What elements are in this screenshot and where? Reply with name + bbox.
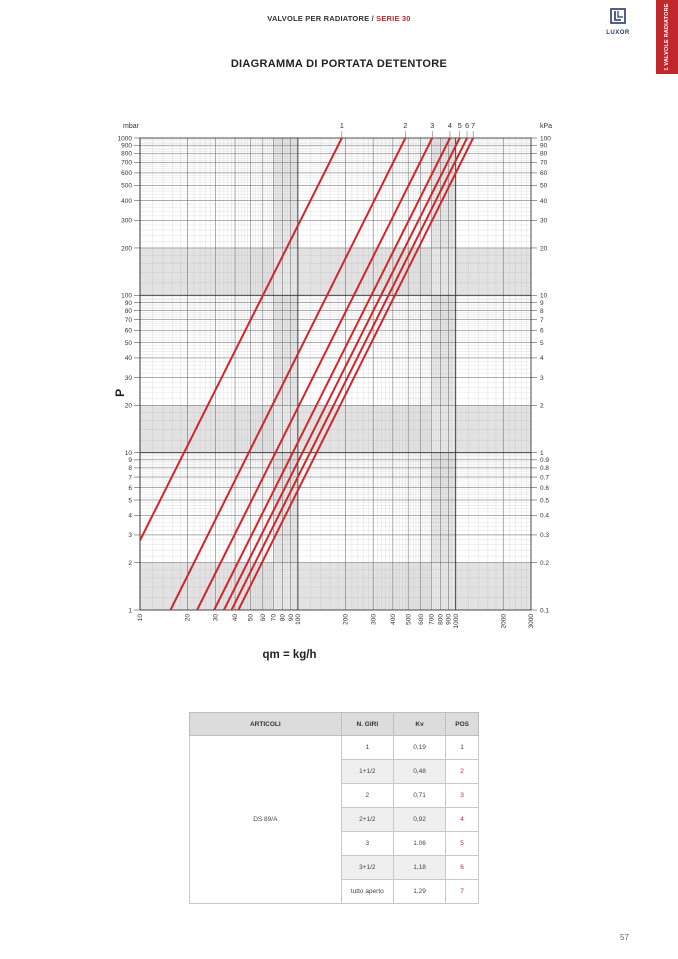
y-tick-label-right: 50 [540, 182, 548, 190]
pos-cell: 3 [446, 784, 479, 808]
header-giri: N. GIRI [341, 713, 393, 736]
y-tick-label-right: 60 [540, 170, 548, 178]
y-tick-label-left: 6 [128, 484, 132, 492]
x-tick-label: 300 [370, 614, 378, 625]
pos-cell: 6 [446, 856, 479, 880]
x-tick-label: 600 [417, 614, 425, 625]
header-pos: POS [446, 713, 479, 736]
y-tick-label-left: 3 [128, 532, 132, 540]
giri-cell: 1+1/2 [341, 760, 393, 784]
series-label-5: 5 [457, 121, 462, 130]
x-tick-label: 60 [260, 614, 268, 622]
x-tick-label: 3000 [528, 614, 536, 629]
x-tick-label: 800 [437, 614, 445, 625]
y-tick-label-right: 8 [540, 307, 544, 315]
y-tick-label-right: 30 [540, 217, 548, 225]
x-tick-label: 400 [390, 614, 398, 625]
y-tick-label-right: 1 [540, 449, 544, 457]
y-tick-label-left: 2 [128, 559, 132, 567]
y-tick-label-right: 0.2 [540, 559, 550, 567]
table-row [190, 736, 479, 760]
y-tick-label-left: 9 [128, 457, 132, 465]
y-tick-label-left: 300 [121, 217, 132, 225]
kv-cell: 1,06 [393, 832, 445, 856]
y-tick-label-right: 4 [540, 355, 544, 363]
left-unit-label: mbar [123, 123, 139, 130]
x-tick-label: 50 [247, 614, 255, 622]
y-tick-label-left: 40 [124, 355, 132, 363]
x-tick-label: 2000 [500, 614, 508, 629]
y-tick-label-right: 0.8 [540, 465, 550, 473]
header-title-accent: SERIE 30 [376, 14, 411, 23]
y-tick-label-right: 0.4 [540, 512, 550, 520]
x-tick-label: 80 [279, 614, 287, 622]
kv-cell: 0,92 [393, 808, 445, 832]
y-tick-label-right: 9 [540, 299, 544, 307]
x-tick-label: 70 [270, 614, 278, 622]
giri-cell: 1 [341, 736, 393, 760]
kv-cell: 0,71 [393, 784, 445, 808]
y-tick-label-right: 6 [540, 327, 544, 335]
y-tick-label-left: 200 [121, 245, 132, 253]
x-tick-label: 10 [137, 614, 145, 622]
series-line-4 [214, 138, 450, 610]
x-tick-label: 200 [342, 614, 350, 625]
y-tick-label-right: 80 [540, 150, 548, 158]
header-kv: Kv [393, 713, 445, 736]
y-tick-label-right: 20 [540, 245, 548, 253]
y-tick-label-right: 0.1 [540, 607, 550, 615]
series-label-1: 1 [339, 121, 344, 130]
series-label-2: 2 [403, 121, 408, 130]
article-cell: DS 89/A [190, 736, 342, 904]
x-tick-label: 500 [405, 614, 413, 625]
y-tick-label-left: 1000 [117, 135, 132, 143]
table-header-row [190, 713, 479, 736]
series-line-1 [140, 138, 342, 540]
grid-band [273, 138, 297, 610]
y-tick-label-left: 600 [121, 170, 132, 178]
y-tick-label-right: 0.9 [540, 457, 550, 465]
giri-cell: 2 [341, 784, 393, 808]
y-tick-label-left: 400 [121, 197, 132, 205]
kv-cell: 1,18 [393, 856, 445, 880]
kv-cell: 0,19 [393, 736, 445, 760]
y-tick-label-left: 700 [121, 159, 132, 167]
y-tick-label-right: 0.7 [540, 474, 550, 482]
y-tick-label-left: 70 [124, 317, 132, 325]
y-tick-label-right: 0.6 [540, 484, 550, 492]
series-line-5 [224, 138, 460, 610]
series-label-4: 4 [447, 121, 453, 130]
spec-table [189, 712, 479, 904]
series-label-7: 7 [471, 121, 476, 130]
x-tick-label: 900 [445, 614, 453, 625]
pos-cell: 7 [446, 880, 479, 904]
y-tick-label-right: 7 [540, 317, 544, 325]
y-axis-label: P [113, 388, 127, 397]
pos-cell: 2 [446, 760, 479, 784]
giri-cell: 3 [341, 832, 393, 856]
logo-text: LUXOR [606, 30, 630, 36]
y-tick-label-left: 7 [128, 474, 132, 482]
giri-cell: 2+1/2 [341, 808, 393, 832]
page-number: 57 [620, 933, 629, 942]
y-tick-label-left: 800 [121, 150, 132, 158]
y-tick-label-left: 90 [124, 299, 132, 307]
y-tick-label-left: 5 [128, 497, 132, 505]
kv-cell: 0,48 [393, 760, 445, 784]
y-tick-label-left: 4 [128, 512, 132, 520]
pos-cell: 4 [446, 808, 479, 832]
x-tick-label: 40 [232, 614, 240, 622]
pos-cell: 1 [446, 736, 479, 760]
header-title-prefix: VALVOLE PER RADIATORE / [267, 14, 377, 23]
x-axis-label: qm = kg/h [262, 649, 317, 661]
y-tick-label-left: 10 [124, 449, 132, 457]
y-tick-label-right: 100 [540, 135, 551, 143]
y-tick-label-left: 100 [121, 292, 132, 300]
x-tick-label: 700 [428, 614, 436, 625]
y-tick-label-left: 60 [124, 327, 132, 335]
y-tick-label-left: 50 [124, 339, 132, 347]
y-tick-label-left: 8 [128, 465, 132, 473]
y-tick-label-right: 10 [540, 292, 548, 300]
y-tick-label-right: 3 [540, 374, 544, 382]
y-tick-label-right: 0.3 [540, 532, 550, 540]
kv-cell: 1,29 [393, 880, 445, 904]
series-label-3: 3 [430, 121, 435, 130]
y-tick-label-left: 80 [124, 307, 132, 315]
section-tab-label: 1 VALVOLE RADIATORE [664, 3, 670, 71]
x-tick-label: 1000 [452, 614, 460, 629]
x-tick-label: 90 [287, 614, 295, 622]
giri-cell: 3+1/2 [341, 856, 393, 880]
chart-title: DIAGRAMMA DI PORTATA DETENTORE [230, 58, 448, 70]
right-unit-label: kPa [540, 123, 553, 130]
x-tick-label: 30 [212, 614, 220, 622]
y-tick-label-right: 40 [540, 197, 548, 205]
series-line-3 [197, 138, 432, 610]
pos-cell: 5 [446, 832, 479, 856]
y-tick-label-right: 0.5 [540, 497, 550, 505]
giri-cell: tutto aperto [341, 880, 393, 904]
y-tick-label-right: 2 [540, 402, 544, 410]
grid-band [431, 138, 455, 610]
y-tick-label-right: 5 [540, 339, 544, 347]
series-label-6: 6 [464, 121, 470, 130]
y-tick-label-left: 500 [121, 182, 132, 190]
y-tick-label-right: 90 [540, 142, 548, 150]
y-tick-label-left: 900 [121, 142, 132, 150]
y-tick-label-left: 30 [124, 374, 132, 382]
header-articoli: ARTICOLI [190, 713, 342, 736]
x-tick-label: 20 [184, 614, 192, 622]
plot-frame [140, 138, 531, 610]
x-tick-label: 100 [295, 614, 303, 625]
y-tick-label-left: 1 [128, 607, 132, 615]
y-tick-label-right: 70 [540, 159, 548, 167]
y-tick-label-left: 20 [124, 402, 132, 410]
